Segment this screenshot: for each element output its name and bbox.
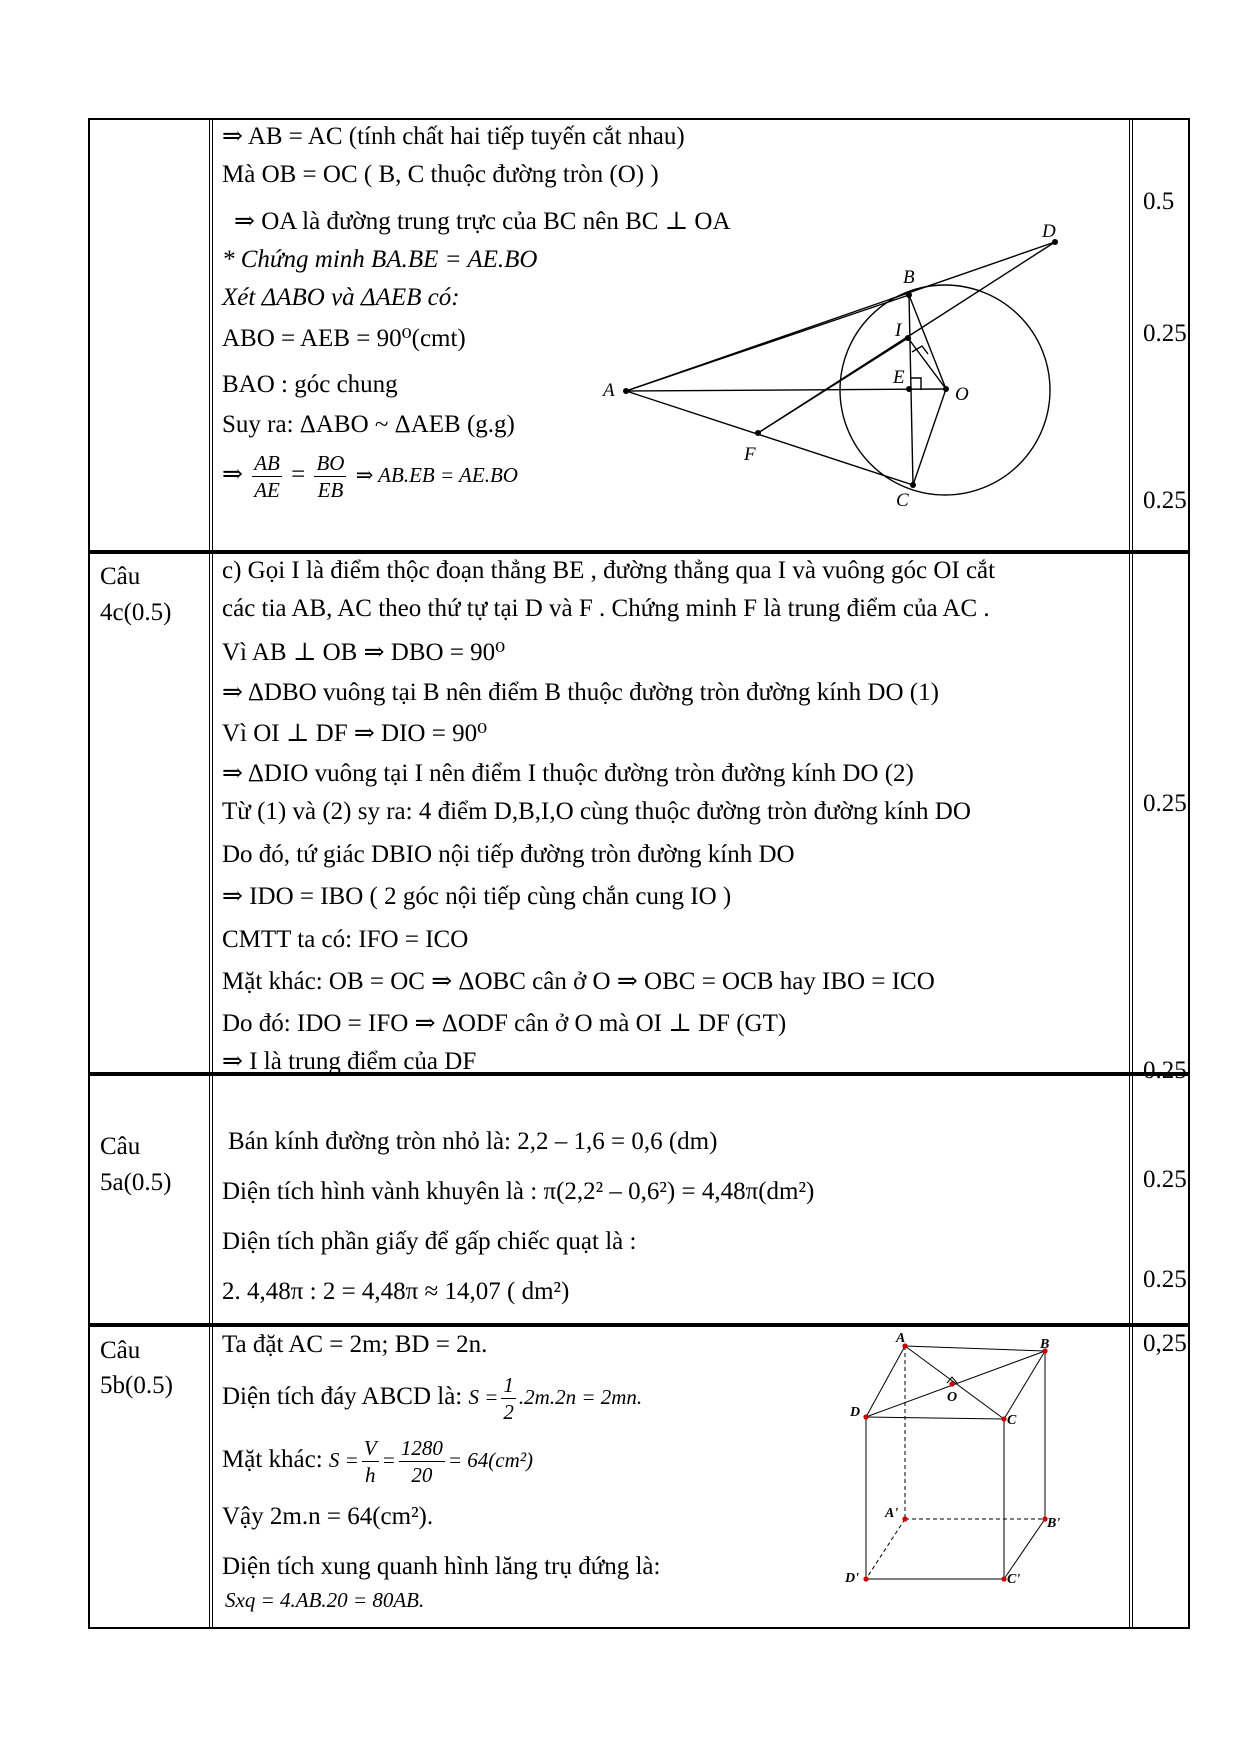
content-line: Mặt khác: OB = OC ⇒ ΔOBC cân ở O ⇒ OBC = OCB hay IBO = ICO — [222, 968, 935, 995]
column-divider — [212, 118, 213, 1629]
point-label: B — [1040, 1337, 1050, 1352]
numerator: BO — [316, 450, 345, 475]
numerator: 1280 — [400, 1435, 443, 1460]
column-divider — [1132, 118, 1133, 1629]
point-label: O — [955, 384, 969, 405]
formula-prefix: Diện tích đáy ABCD là: — [222, 1383, 463, 1410]
numerator: V — [363, 1435, 377, 1460]
circle-tangent-figure — [600, 220, 1070, 520]
score: 0,25 — [1143, 1330, 1187, 1357]
numerator: AB — [254, 450, 280, 475]
fraction — [501, 1372, 516, 1425]
denominator: h — [365, 1462, 376, 1487]
point-label: C' — [1007, 1572, 1021, 1587]
area-formula-line — [222, 1370, 642, 1425]
point-label: E — [893, 367, 905, 388]
content-line: Do đó: IDO = IFO ⇒ ΔODF cân ở O mà OI ⊥ DF (GT) — [222, 1010, 787, 1037]
formula: = 64(cm²) — [447, 1448, 534, 1472]
numerator: 1 — [503, 1372, 514, 1397]
score: 0.25 — [1143, 1057, 1187, 1084]
content-line: Diện tích xung quanh hình lăng trụ đứng là: — [222, 1553, 661, 1580]
table-border-top — [88, 118, 1190, 120]
point-label: D — [850, 1405, 861, 1420]
table-border-left — [88, 118, 90, 1629]
content-line: Vì AB ⊥ OB ⇒ DBO = 90⁰ — [222, 639, 506, 666]
point-label: F — [744, 444, 756, 465]
point-label: C — [896, 490, 909, 511]
implies-sign: ⇒ — [222, 461, 243, 488]
content-line: ⇒ ΔDIO vuông tại I nên điểm I thuộc đường tròn đường kính DO (2) — [222, 760, 914, 787]
point-label: O — [947, 1390, 958, 1405]
denominator: AE — [254, 477, 280, 502]
question-label: 5a(0.5) — [100, 1169, 172, 1196]
point-label: B' — [1047, 1516, 1061, 1531]
content-line: Sxq = 4.AB.20 = 80AB. — [225, 1588, 425, 1612]
point-label: D' — [845, 1571, 859, 1586]
fraction — [314, 450, 346, 503]
table-border-right — [1188, 118, 1190, 1629]
point-label: D — [1042, 221, 1056, 242]
content-line: BAO : góc chung — [222, 371, 398, 398]
content-line: Mà OB = OC ( B, C thuộc đường tròn (O) ) — [222, 161, 659, 188]
content-line: CMTT ta có: IFO = ICO — [222, 926, 469, 953]
fraction — [399, 1435, 445, 1488]
denominator: EB — [317, 477, 344, 502]
table-border-bottom — [88, 1627, 1190, 1629]
content-line: Diện tích phần giấy để gấp chiếc quạt là : — [222, 1228, 637, 1255]
content-line: ⇒ OA là đường trung trực của BC nên BC ⊥ OA — [234, 208, 731, 235]
point-label: A — [603, 380, 615, 401]
content-line: Vì OI ⊥ DF ⇒ DIO = 90⁰ — [222, 720, 488, 747]
equals-sign: = — [381, 1448, 396, 1472]
content-line: Vậy 2m.n = 64(cm²). — [222, 1503, 434, 1530]
score: 0.25 — [1143, 487, 1187, 514]
column-divider — [1129, 118, 1130, 1629]
content-line: Bán kính đường tròn nhỏ là: 2,2 – 1,6 = 0,6 (dm) — [228, 1128, 718, 1155]
question-label: Câu — [100, 563, 141, 590]
question-label: Câu — [100, 1337, 141, 1364]
score: 0.25 — [1143, 1166, 1187, 1193]
content-line: ⇒ AB = AC (tính chất hai tiếp tuyến cắt nhau) — [222, 123, 685, 150]
formula: S = — [468, 1385, 499, 1409]
content-line: Do đó, tứ giác DBIO nội tiếp đường tròn đường kính DO — [222, 841, 795, 868]
volume-formula-line — [222, 1430, 533, 1490]
point-label: B — [903, 267, 915, 288]
content-line: các tia AB, AC theo thứ tự tại D và F . Chứng minh F là trung điểm của AC . — [222, 595, 990, 622]
content-line: ⇒ I là trung điểm của DF — [222, 1048, 477, 1075]
figure-points — [623, 239, 1058, 488]
score: 0.25 — [1143, 1266, 1187, 1293]
score: 0.25 — [1143, 320, 1187, 347]
content-line: Xét ΔABO và ΔAEB có: — [222, 284, 460, 311]
content-line: ⇒ IDO = IBO ( 2 góc nội tiếp cùng chắn cung IO ) — [222, 883, 732, 910]
content-line: c) Gọi I là điểm thộc đoạn thẳng BE , đường thẳng qua I và vuông góc OI cắt — [222, 557, 996, 584]
question-label: 5b(0.5) — [100, 1372, 173, 1399]
score: 0.25 — [1143, 790, 1187, 817]
content-line: 2. 4,48π : 2 = 4,48π ≈ 14,07 ( dm²) — [222, 1278, 570, 1305]
content-line: Diện tích hình vành khuyên là : π(2,2² – 0,6²) = 4,48π(dm²) — [222, 1178, 815, 1205]
question-label: Câu — [100, 1133, 141, 1160]
content-line: Suy ra: ΔABO ~ ΔAEB (g.g) — [222, 411, 515, 438]
point-label: A — [896, 1331, 906, 1346]
denominator: 20 — [411, 1462, 433, 1487]
content-line: Từ (1) và (2) sy ra: 4 điểm D,B,I,O cùng thuộc đường tròn đường kính DO — [222, 798, 971, 825]
content-line: ABO = AEB = 90⁰(cmt) — [222, 325, 466, 352]
content-line: ⇒ ΔDBO vuông tại B nên điểm B thuộc đường tròn đường kính DO (1) — [222, 679, 939, 706]
point-label: I — [895, 320, 902, 341]
row-divider — [88, 552, 1190, 554]
column-divider — [209, 118, 210, 1629]
row-divider — [88, 1325, 1190, 1327]
score: 0.5 — [1143, 188, 1175, 215]
equals-sign: = — [291, 461, 306, 488]
point-label: A' — [885, 1506, 899, 1521]
content-line: * Chứng minh BA.BE = AE.BO — [222, 246, 538, 273]
content-line: Ta đặt AC = 2m; BD = 2n. — [222, 1331, 488, 1358]
prism-figure — [840, 1330, 1070, 1590]
formula: ⇒ AB.EB = AE.BO — [355, 463, 518, 487]
denominator: 2 — [503, 1399, 514, 1424]
point-label: C — [1007, 1413, 1017, 1428]
prism-points — [863, 1343, 1047, 1581]
formula: .2m.2n = 2mn. — [518, 1385, 643, 1409]
fraction — [362, 1435, 379, 1488]
fraction-line — [222, 448, 518, 503]
formula: S = — [328, 1448, 359, 1472]
fraction — [252, 450, 282, 503]
formula-prefix: Mặt khác: — [222, 1446, 323, 1473]
question-label: 4c(0.5) — [100, 599, 172, 626]
